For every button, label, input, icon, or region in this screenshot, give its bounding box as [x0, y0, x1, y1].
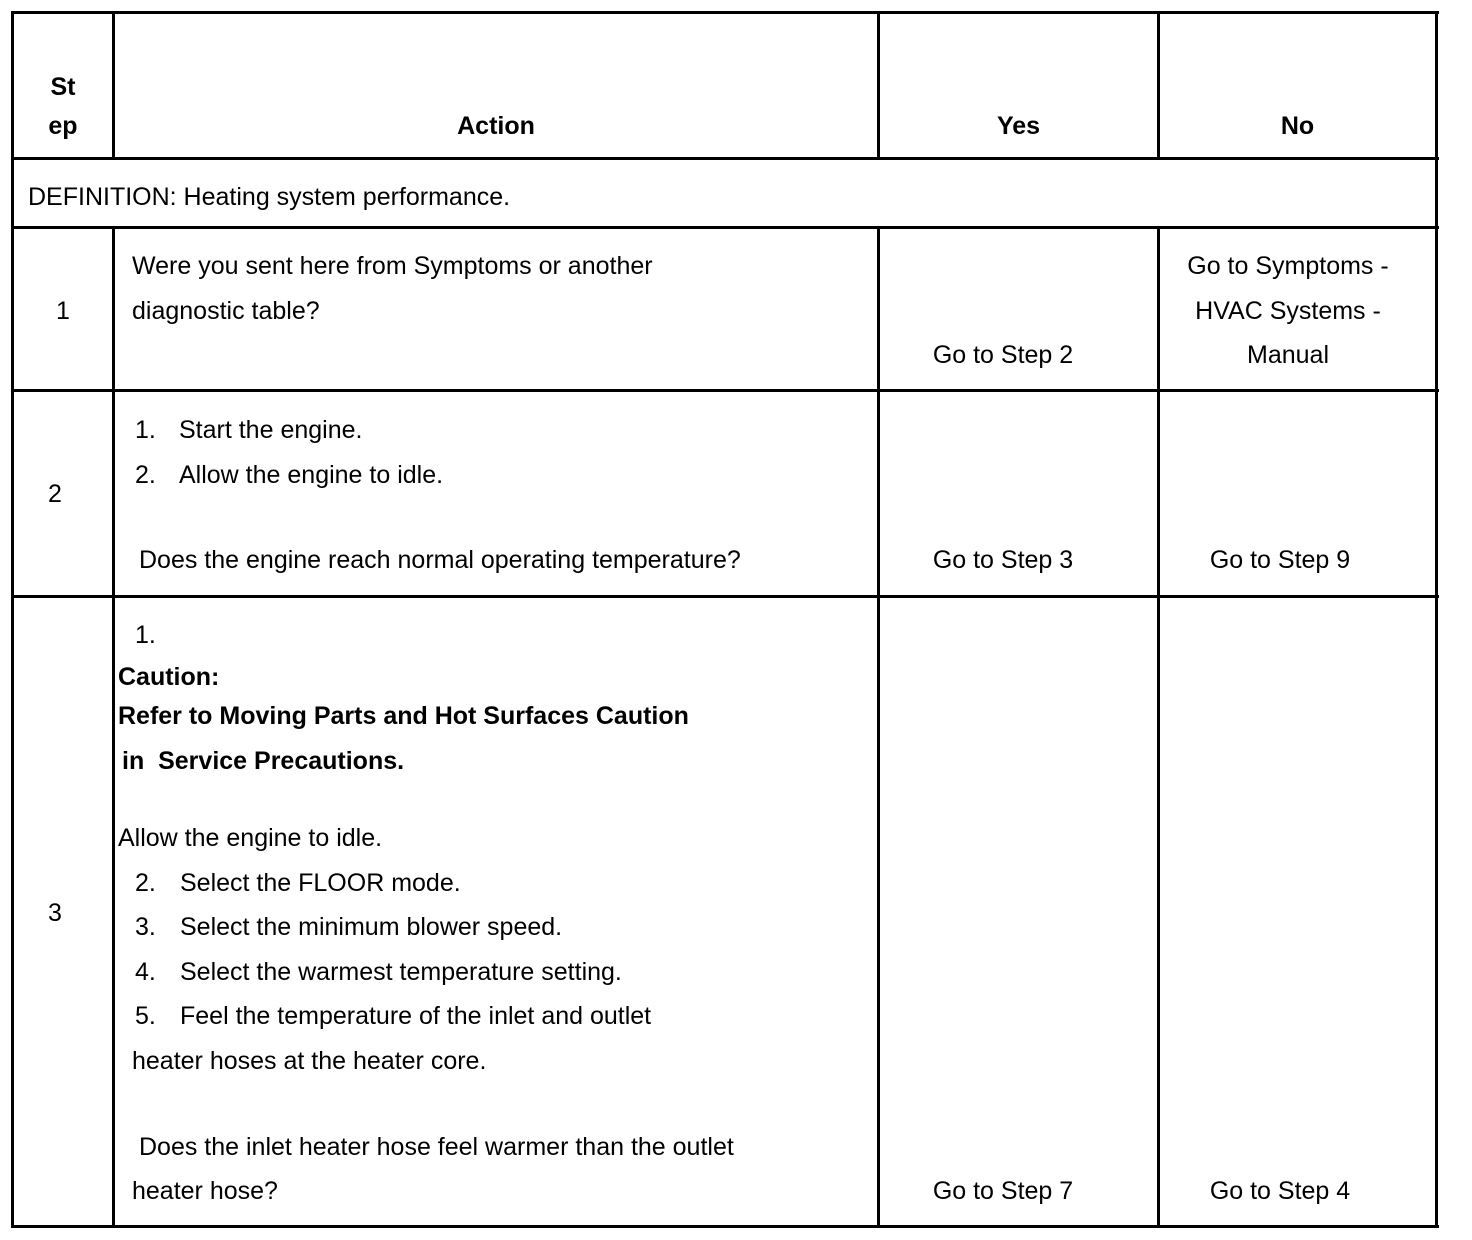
caution-text: in Service Precautions. — [122, 747, 405, 775]
no-result: Manual — [1247, 341, 1329, 369]
divider-step-action-body — [112, 226, 115, 1228]
list-item: Allow the engine to idle. — [118, 824, 383, 852]
action-text: diagnostic table? — [132, 297, 320, 325]
list-item: Select the warmest temperature setting. — [180, 958, 622, 986]
no-result: Go to Symptoms - — [1187, 252, 1389, 280]
header-yes: Yes — [996, 112, 1041, 140]
yes-result: Go to Step 3 — [932, 546, 1074, 574]
divider-yes-no-body — [1157, 226, 1160, 1228]
no-result: Go to Step 9 — [1209, 546, 1351, 574]
no-result: HVAC Systems - — [1195, 297, 1381, 325]
border-bottom — [11, 1225, 1439, 1228]
list-item-number: 2. — [135, 869, 156, 897]
list-item-number: 1. — [135, 416, 156, 444]
action-text: Were you sent here from Symptoms or another — [132, 252, 653, 280]
list-item-number: 5. — [135, 1002, 156, 1030]
question-text: Does the inlet heater hose feel warmer than the outlet — [139, 1133, 734, 1161]
caution-text: Refer to Moving Parts and Hot Surfaces Caution — [118, 702, 689, 730]
question-text: heater hose? — [132, 1177, 278, 1205]
header-no: No — [1280, 112, 1315, 140]
border-top — [11, 11, 1439, 14]
caution-title: Caution: — [118, 663, 220, 691]
step-number: 3 — [48, 899, 62, 927]
definition-text: DEFINITION: Heating system performance. — [28, 183, 511, 211]
no-result: Go to Step 4 — [1209, 1177, 1351, 1205]
list-item-number: 3. — [135, 913, 156, 941]
border-row1-bottom — [11, 389, 1439, 392]
step-number: 2 — [48, 480, 62, 508]
step-number: 1 — [56, 297, 70, 325]
list-item-continuation: heater hoses at the heater core. — [132, 1047, 487, 1075]
list-item-number: 2. — [135, 461, 156, 489]
list-item-number: 1. — [135, 621, 156, 649]
list-item: Select the minimum blower speed. — [180, 913, 563, 941]
border-right — [1435, 11, 1438, 1228]
header-action: Action — [457, 112, 535, 140]
header-step-line1: St — [50, 73, 76, 101]
list-item: Start the engine. — [179, 416, 363, 444]
border-left — [11, 11, 14, 1228]
border-row2-bottom — [11, 595, 1439, 598]
question-text: Does the engine reach normal operating temperature? — [139, 546, 741, 574]
list-item: Select the FLOOR mode. — [180, 869, 461, 897]
border-definition-bottom — [11, 226, 1439, 229]
yes-result: Go to Step 7 — [932, 1177, 1074, 1205]
list-item-number: 4. — [135, 958, 156, 986]
yes-result: Go to Step 2 — [932, 341, 1074, 369]
border-header-bottom — [11, 157, 1439, 160]
list-item: Feel the temperature of the inlet and outlet — [180, 1002, 652, 1030]
divider-action-yes-body — [877, 226, 880, 1228]
list-item: Allow the engine to idle. — [179, 461, 444, 489]
header-step-line2: ep — [48, 112, 78, 140]
